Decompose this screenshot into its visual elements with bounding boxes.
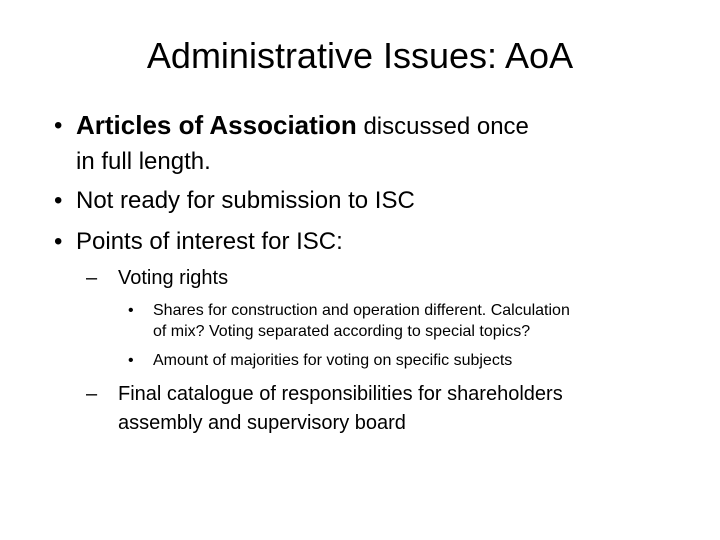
sub-item-text: Final catalogue of responsibilities for shareholders — [118, 383, 563, 405]
bullet-marker: • — [54, 187, 63, 214]
bullet-text-line2: in full length. — [76, 148, 211, 175]
bullet-text-rest: discussed once — [356, 113, 529, 140]
bullet-marker: • — [54, 112, 63, 139]
dash-marker: – — [86, 383, 98, 405]
bullet-text: Not ready for submission to ISC — [76, 187, 415, 214]
bullet-text: Points of interest for ISC: — [76, 228, 343, 255]
bullet-marker: • — [54, 228, 63, 255]
bullet-marker: • — [128, 352, 134, 369]
sub-sub-item-text: Shares for construction and operation different. Calculation — [153, 302, 570, 319]
bullet-text — [76, 108, 696, 144]
dash-marker: – — [86, 267, 98, 289]
slide-title: Administrative Issues: AoA — [146, 35, 574, 76]
sub-sub-item-text: Amount of majorities for voting on specific subjects — [153, 352, 513, 369]
sub-item-text-line2: assembly and supervisory board — [118, 412, 406, 434]
sub-sub-item-text-line2: of mix? Voting separated according to special topics? — [153, 323, 531, 340]
bold-term: Articles of Association — [76, 110, 357, 140]
sub-item-text: Voting rights — [118, 267, 229, 289]
bullet-marker: • — [128, 302, 134, 319]
